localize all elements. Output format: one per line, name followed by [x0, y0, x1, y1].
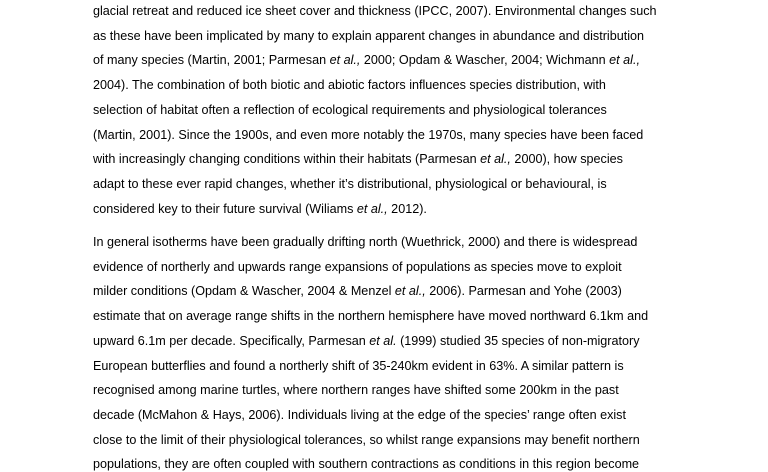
text-run: populations, they are often coupled with southern contractions as conditions in this region become: [93, 457, 640, 472]
text-line: [93, 127, 643, 143]
text-run: 2000), how species: [510, 152, 623, 167]
text-line: [93, 234, 637, 250]
text-run: 2006). Parmesan and Yohe (2003): [425, 284, 622, 299]
text-line: [93, 259, 622, 275]
text-line: [93, 102, 607, 118]
text-line: [93, 382, 619, 398]
text-line: [93, 28, 644, 44]
text-line: [93, 333, 640, 349]
text-line: [93, 201, 427, 217]
text-line: [93, 432, 640, 448]
text-line: [93, 3, 657, 19]
text-line: [93, 456, 639, 472]
text-run: 2004). The combination of both biotic and abiotic factors influences species distribution, with: [93, 78, 606, 93]
text-run: (1999) studied 35 species of non-migratory: [396, 333, 640, 348]
text-run: of many species (Martin, 2001; Parmesan: [93, 53, 330, 68]
text-run: glacial retreat and reduced ice sheet cover and thickness (IPCC, 2007). Environmental changes such: [93, 4, 657, 18]
text-run: 2012).: [387, 201, 427, 216]
italic-text-run: et al.,: [609, 53, 640, 68]
text-run: estimate that on average range shifts in the northern hemisphere have moved northward 6.1km and: [93, 309, 649, 324]
text-run: upward 6.1m per decade. Specifically, Parmesan: [93, 333, 370, 348]
text-run: adapt to these ever rapid changes, whether it’s distributional, physiological or behavioural, is: [93, 176, 607, 191]
text-run: decade (McMahon & Hays, 2006). Individuals living at the edge of the species’ range often exist: [93, 407, 626, 422]
text-run: as these have been implicated by many to explain apparent changes in abundance and distribution: [93, 28, 645, 43]
text-run: European butterflies and found a northerly shift of 35-240km evident in 63%. A similar pattern is: [93, 358, 624, 373]
text-line: [93, 283, 622, 299]
italic-text-run: et al.: [369, 333, 397, 348]
text-run: 2000; Opdam & Wascher, 2004; Wichmann: [360, 53, 610, 68]
text-run: considered key to their future survival (Wiliams: [93, 201, 357, 216]
text-line: [93, 52, 640, 68]
text-run: evidence of northerly and upwards range expansions of populations as species move to exploit: [93, 259, 622, 274]
text-line: [93, 407, 626, 423]
text-line: [93, 151, 623, 167]
italic-text-run: et al.,: [329, 53, 361, 68]
text-run: (Martin, 2001). Since the 1900s, and even more notably the 1970s, many species have been faced: [93, 127, 644, 142]
text-line: [93, 77, 606, 93]
text-line: [93, 308, 648, 324]
text-run: In general isotherms have been gradually drifting north (Wuethrick, 2000) and there is widespread: [93, 235, 638, 249]
text-run: with increasingly changing conditions within their habitats (Parmesan: [93, 152, 481, 167]
text-run: milder conditions (Opdam & Wascher, 2004 & Menzel: [93, 284, 395, 299]
text-line: [93, 176, 607, 192]
italic-text-run: et al.,: [394, 284, 426, 299]
italic-text-run: et al.,: [356, 201, 388, 216]
text-run: recognised among marine turtles, where northern ranges have shifted some 200km in the past: [93, 383, 619, 398]
text-run: selection of habitat often a reflection of ecological requirements and physiological tolerances: [93, 102, 607, 117]
italic-text-run: et al.,: [480, 152, 511, 167]
text-line: [93, 358, 624, 374]
text-run: close to the limit of their physiological tolerances, so whilst range expansions may benefit northern: [93, 432, 640, 447]
